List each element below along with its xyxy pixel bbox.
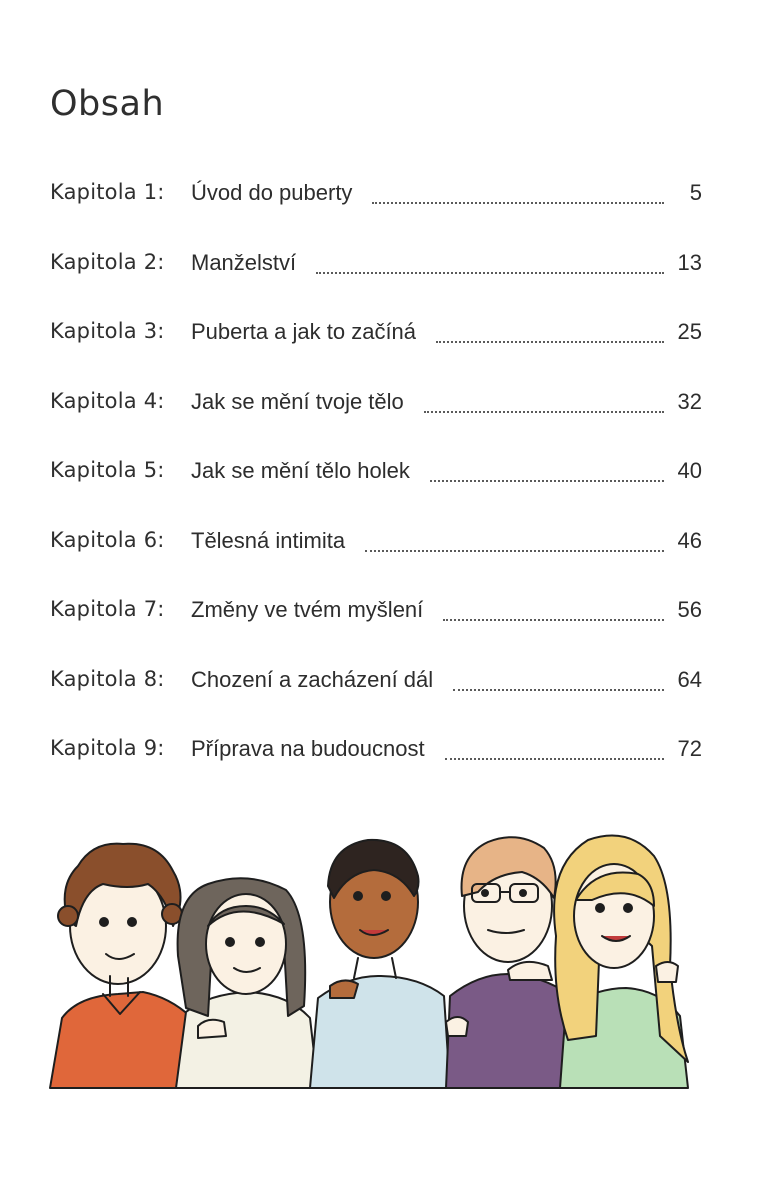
chapter-page: 46	[677, 527, 702, 553]
chapter-title: Jak se mění tvoje tělo	[191, 388, 404, 414]
dot-leader	[443, 617, 664, 621]
chapter-title: Změny ve tvém myšlení	[191, 597, 424, 622]
teen-5-figure	[554, 836, 688, 1088]
chapter-label: Kapitola 1:	[50, 180, 165, 204]
chapter-page: 5	[689, 180, 702, 205]
dot-leader	[365, 548, 664, 552]
chapter-page: 32	[677, 388, 702, 414]
toc-row[interactable]	[50, 736, 702, 806]
toc-row[interactable]	[50, 319, 702, 389]
chapter-title: Jak se mění tělo holek	[191, 458, 410, 483]
teen-3-figure	[310, 840, 450, 1088]
chapter-page: 56	[677, 597, 702, 622]
dot-leader	[453, 687, 664, 691]
dot-leader	[424, 409, 664, 413]
chapter-label: Kapitola 3:	[50, 319, 165, 343]
table-of-contents	[50, 180, 702, 806]
teen-1-figure	[50, 844, 198, 1088]
toc-row[interactable]	[50, 458, 702, 528]
chapter-label: Kapitola 2:	[50, 249, 165, 274]
teen-2-figure	[176, 878, 318, 1088]
dot-leader	[430, 478, 664, 482]
chapter-title: Příprava na budoucnost	[191, 736, 425, 761]
chapter-title: Puberta a jak to začíná	[191, 319, 417, 344]
dot-leader	[316, 270, 664, 274]
chapter-title: Úvod do puberty	[191, 180, 353, 205]
toc-row[interactable]	[50, 180, 702, 250]
chapter-title: Tělesná intimita	[191, 527, 346, 553]
teen-4-figure	[446, 837, 572, 1088]
group-of-teens-illustration	[48, 826, 698, 1092]
chapter-page: 40	[677, 458, 702, 483]
chapter-title: Manželství	[191, 249, 297, 275]
toc-row[interactable]	[50, 250, 702, 320]
dot-leader	[436, 339, 664, 343]
chapter-page: 64	[677, 666, 702, 692]
chapter-title: Chození a zacházení dál	[191, 666, 434, 692]
page-title: Obsah	[50, 84, 165, 124]
chapter-label: Kapitola 7:	[50, 597, 165, 621]
chapter-label: Kapitola 8:	[50, 666, 165, 691]
chapter-page: 25	[677, 319, 702, 344]
toc-row[interactable]	[50, 597, 702, 667]
chapter-page: 72	[677, 736, 702, 761]
chapter-label: Kapitola 5:	[50, 458, 165, 482]
dot-leader	[372, 200, 664, 204]
chapter-label: Kapitola 6:	[50, 527, 165, 552]
chapter-label: Kapitola 4:	[50, 388, 165, 413]
dot-leader	[445, 756, 664, 760]
toc-row[interactable]	[50, 528, 702, 598]
chapter-label: Kapitola 9:	[50, 736, 165, 760]
toc-row[interactable]	[50, 667, 702, 737]
chapter-page: 13	[677, 249, 702, 275]
toc-row[interactable]	[50, 389, 702, 459]
